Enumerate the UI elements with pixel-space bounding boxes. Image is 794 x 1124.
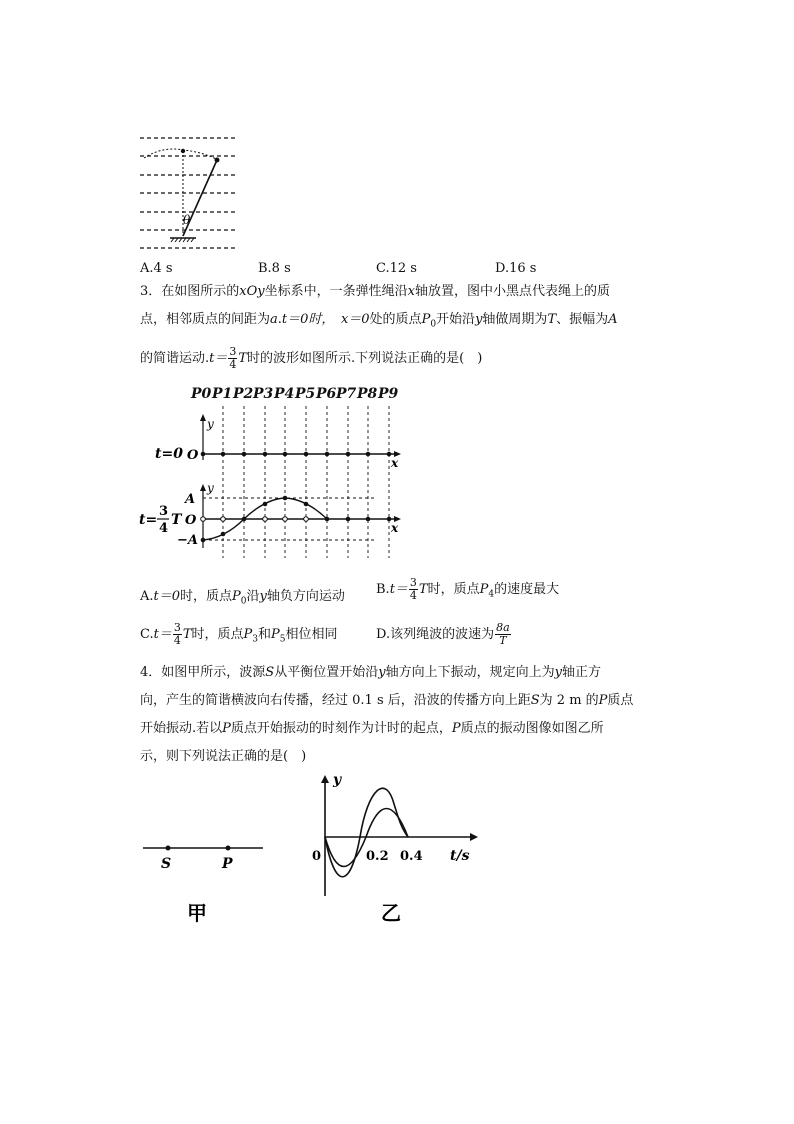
neg-amplitude-label: −A — [177, 533, 198, 548]
yi-axis-label: t/s — [450, 848, 470, 864]
amplitude-label: A — [185, 492, 196, 507]
label-p5: P5 — [295, 386, 316, 402]
q3-option-a[interactable]: A.t＝0时，质点$P_0$沿y轴负方向运动 — [140, 589, 345, 607]
q3-option-c[interactable]: C.t＝ $\frac{3}{4}$ T时，质点$P_3$和$P_5$相位相同 — [140, 621, 338, 647]
t0-y-label: y — [207, 417, 214, 431]
t34-prefix: t= — [139, 512, 158, 528]
t34-origin: O — [185, 513, 197, 528]
yi-origin: 0 — [312, 849, 322, 864]
q4-stem-line2: 向，产生的简谐横波向右传播，经过 0.1 s 后，沿波的传播方向上距S为 2 m 的P质点 — [140, 693, 634, 708]
q4-figure-yi — [308, 768, 488, 928]
label-p7: P7 — [336, 386, 357, 402]
yi-y-label: y — [333, 772, 342, 788]
label-p1: P1 — [212, 386, 233, 402]
point-p-label: P — [222, 856, 233, 872]
source-s-label: S — [161, 856, 172, 872]
q3-stem-line3: 的简谐运动.t＝ $\frac{3}{4}$ T时的波形如图所示.下列说法正确的是( ) — [140, 345, 483, 371]
t0-origin: O — [187, 448, 199, 463]
t34-x-label: x — [391, 521, 399, 535]
label-p9: P9 — [378, 386, 399, 402]
q4-stem-line3: 开始振动.若以P质点开始振动的时刻作为计时的起点，P质点的振动图像如图乙所 — [140, 721, 604, 736]
q4-stem-line4: 示，则下列说法正确的是( ) — [140, 749, 307, 764]
t0-x-label: x — [391, 456, 399, 470]
caption-yi: 乙 — [381, 901, 401, 925]
q2-option-c[interactable]: C.12 s — [376, 261, 417, 276]
label-p2: P2 — [233, 386, 254, 402]
label-p3: P3 — [253, 386, 274, 402]
t34-num: 3 — [159, 504, 169, 519]
t34-T: T — [171, 512, 182, 528]
q2-option-a[interactable]: A.4 s — [140, 261, 173, 276]
q4-figure-jia — [135, 830, 275, 930]
t0-label: t=0 — [155, 446, 183, 462]
t34-den: 4 — [159, 521, 169, 536]
q3-option-b[interactable]: B.t＝ $\frac{3}{4}$ T时，质点$P_4$的速度最大 — [376, 576, 560, 602]
q2-figure — [138, 128, 238, 252]
q4-stem-line1: 4．如图甲所示，波源S从平衡位置开始沿y轴方向上下振动，规定向上为y轴正方 — [140, 665, 601, 680]
q2-theta-label: θ — [183, 213, 191, 227]
q3-option-d[interactable]: D.该列绳波的波速为 $\frac{8a}{T}$ — [376, 621, 510, 647]
label-p8: P8 — [357, 386, 378, 402]
label-p0: P0 — [191, 386, 212, 402]
q3-wave-figure — [135, 378, 410, 568]
yi-tick-02: 0.2 — [366, 849, 389, 864]
q3-stem-line1: 3．在如图所示的xOy坐标系中，一条弹性绳沿x轴放置，图中小黑点代表绳上的质 — [140, 284, 610, 299]
q3-stem-line2: 点，相邻质点的间距为a.t＝0时， x＝0处的质点$P_0$开始沿y轴做周期为T、振幅为A — [140, 312, 618, 330]
t34-y-label: y — [207, 481, 214, 495]
q2-option-d[interactable]: D.16 s — [495, 261, 537, 276]
label-p4: P4 — [274, 386, 295, 402]
yi-tick-04: 0.4 — [400, 849, 423, 864]
label-p6: P6 — [316, 386, 337, 402]
q2-option-b[interactable]: B.8 s — [258, 261, 291, 276]
caption-jia: 甲 — [187, 901, 207, 925]
